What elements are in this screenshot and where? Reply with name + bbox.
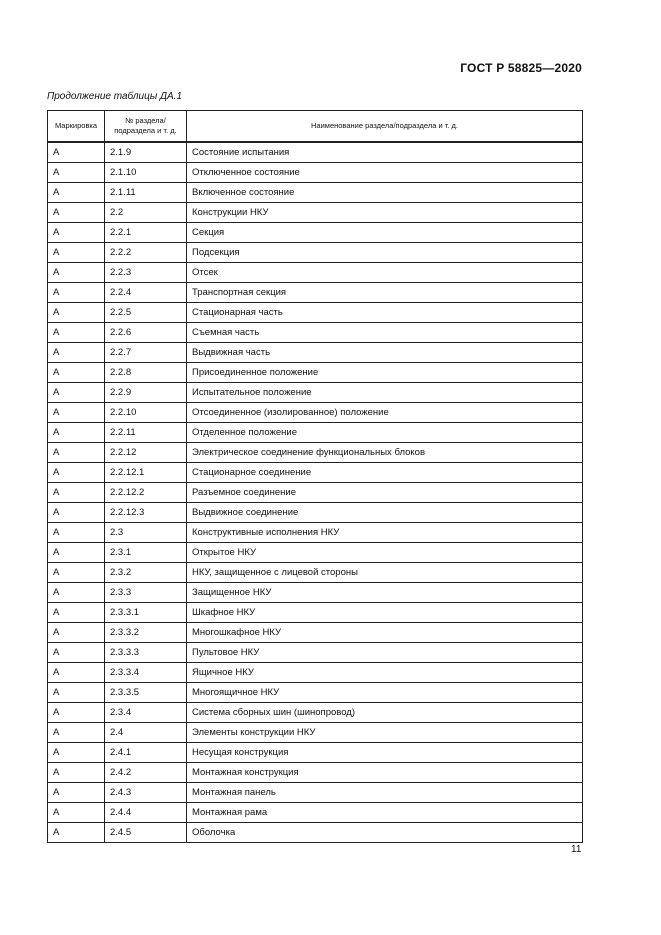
cell-section-name: Стационарное соединение [187,463,583,483]
cell-section-number: 2.2 [105,203,187,223]
cell-marking: A [48,543,105,563]
cell-marking: A [48,563,105,583]
table-row [48,603,583,623]
cell-section-name: Выдвижное соединение [187,503,583,523]
cell-section-name: Несущая конструкция [187,743,583,763]
cell-section-name: Монтажная панель [187,783,583,803]
cell-section-name: Присоединенное положение [187,363,583,383]
cell-section-name: Выдвижная часть [187,343,583,363]
cell-marking: A [48,163,105,183]
cell-section-name: Транспортная секция [187,283,583,303]
cell-section-name: Открытое НКУ [187,543,583,563]
cell-section-name: Разъемное соединение [187,483,583,503]
cell-section-number: 2.4 [105,723,187,743]
cell-section-number: 2.3.3.5 [105,683,187,703]
cell-section-number: 2.4.3 [105,783,187,803]
cell-marking: A [48,403,105,423]
cell-section-name: Конструктивные исполнения НКУ [187,523,583,543]
table-body [48,142,583,843]
table-row [48,423,583,443]
cell-marking: A [48,343,105,363]
table-row [48,263,583,283]
cell-section-number: 2.3.1 [105,543,187,563]
terms-table [47,110,583,843]
cell-section-name: Отделенное положение [187,423,583,443]
table-row [48,303,583,323]
cell-section-name: Электрическое соединение функциональных блоков [187,443,583,463]
table-row [48,183,583,203]
table-row [48,383,583,403]
document-header: ГОСТ Р 58825—2020 [460,61,582,75]
cell-section-number: 2.1.9 [105,142,187,163]
table-row [48,283,583,303]
table-row [48,643,583,663]
table-row [48,223,583,243]
cell-section-number: 2.3.3 [105,583,187,603]
table-row [48,663,583,683]
cell-section-name: Включенное состояние [187,183,583,203]
cell-marking: A [48,243,105,263]
cell-section-number: 2.2.8 [105,363,187,383]
cell-section-name: Пультовое НКУ [187,643,583,663]
table-row [48,523,583,543]
cell-section-number: 2.3.3.4 [105,663,187,683]
cell-marking: A [48,663,105,683]
table-row [48,503,583,523]
cell-marking: A [48,183,105,203]
cell-section-name: Многошкафное НКУ [187,623,583,643]
page-number: 11 [571,844,582,855]
cell-section-name: Отсоединенное (изолированное) положение [187,403,583,423]
cell-marking: A [48,603,105,623]
cell-section-number: 2.4.5 [105,823,187,843]
cell-marking: A [48,303,105,323]
table-row [48,203,583,223]
table-row [48,403,583,423]
table-caption: Продолжение таблицы ДА.1 [47,91,183,102]
cell-section-number: 2.3.3.2 [105,623,187,643]
cell-section-name: Монтажная конструкция [187,763,583,783]
cell-section-name: Многоящичное НКУ [187,683,583,703]
cell-marking: A [48,203,105,223]
cell-marking: A [48,423,105,443]
cell-section-name: Система сборных шин (шинопровод) [187,703,583,723]
cell-section-name: Отключенное состояние [187,163,583,183]
cell-section-name: Подсекция [187,243,583,263]
cell-section-number: 2.1.11 [105,183,187,203]
section-header-line-2: подраздела и т. д. [114,126,177,135]
cell-marking: A [48,443,105,463]
cell-section-number: 2.2.12.3 [105,503,187,523]
cell-section-number: 2.2.3 [105,263,187,283]
cell-marking: A [48,723,105,743]
cell-marking: A [48,763,105,783]
cell-marking: A [48,142,105,163]
cell-marking: A [48,263,105,283]
cell-marking: A [48,703,105,723]
cell-section-name: Стационарная часть [187,303,583,323]
cell-marking: A [48,323,105,343]
cell-marking: A [48,683,105,703]
table-row [48,563,583,583]
cell-section-name: Отсек [187,263,583,283]
cell-section-number: 2.1.10 [105,163,187,183]
cell-marking: A [48,523,105,543]
cell-marking: A [48,223,105,243]
table-row [48,583,583,603]
cell-section-number: 2.3 [105,523,187,543]
cell-section-name: Испытательное положение [187,383,583,403]
cell-marking: A [48,483,105,503]
table-row [48,142,583,163]
cell-section-number: 2.3.2 [105,563,187,583]
cell-section-name: Монтажная рама [187,803,583,823]
cell-section-name: НКУ, защищенное с лицевой стороны [187,563,583,583]
cell-section-name: Состояние испытания [187,142,583,163]
cell-section-number: 2.3.3.1 [105,603,187,623]
cell-section-number: 2.2.9 [105,383,187,403]
table-row [48,323,583,343]
section-header-line-1: № раздела/ [125,116,166,125]
cell-section-number: 2.2.10 [105,403,187,423]
cell-section-name: Защищенное НКУ [187,583,583,603]
cell-marking: A [48,623,105,643]
cell-section-number: 2.4.2 [105,763,187,783]
cell-section-number: 2.2.1 [105,223,187,243]
table-row [48,343,583,363]
cell-section-name: Шкафное НКУ [187,603,583,623]
cell-section-name: Оболочка [187,823,583,843]
table-row [48,463,583,483]
cell-marking: A [48,783,105,803]
column-header-section-number [105,111,187,143]
cell-section-name: Элементы конструкции НКУ [187,723,583,743]
cell-marking: A [48,823,105,843]
cell-section-number: 2.2.6 [105,323,187,343]
cell-section-number: 2.2.4 [105,283,187,303]
cell-section-number: 2.3.4 [105,703,187,723]
cell-section-number: 2.2.12.1 [105,463,187,483]
cell-section-number: 2.2.5 [105,303,187,323]
table-row [48,363,583,383]
cell-marking: A [48,643,105,663]
cell-marking: A [48,803,105,823]
cell-section-number: 2.2.12 [105,443,187,463]
table-row [48,623,583,643]
table-row [48,703,583,723]
cell-section-number: 2.2.7 [105,343,187,363]
table-row [48,163,583,183]
column-header-name: Наименование раздела/подраздела и т. д. [187,111,583,143]
cell-marking: A [48,463,105,483]
table-row [48,743,583,763]
column-header-marking: Маркировка [48,111,105,143]
cell-section-number: 2.2.12.2 [105,483,187,503]
table-row [48,723,583,743]
cell-section-number: 2.4.4 [105,803,187,823]
cell-marking: A [48,283,105,303]
cell-marking: A [48,743,105,763]
table-row [48,683,583,703]
cell-marking: A [48,383,105,403]
table-row [48,483,583,503]
cell-section-name: Секция [187,223,583,243]
table-row [48,543,583,563]
cell-marking: A [48,363,105,383]
cell-section-name: Конструкции НКУ [187,203,583,223]
table-row [48,243,583,263]
table-row [48,803,583,823]
cell-section-number: 2.3.3.3 [105,643,187,663]
cell-section-name: Съемная часть [187,323,583,343]
cell-marking: A [48,583,105,603]
cell-section-name: Ящичное НКУ [187,663,583,683]
table-row [48,763,583,783]
table-row [48,783,583,803]
cell-section-number: 2.4.1 [105,743,187,763]
cell-marking: A [48,503,105,523]
cell-section-number: 2.2.11 [105,423,187,443]
table-row [48,823,583,843]
table-header [48,111,583,143]
table-row [48,443,583,463]
cell-section-number: 2.2.2 [105,243,187,263]
